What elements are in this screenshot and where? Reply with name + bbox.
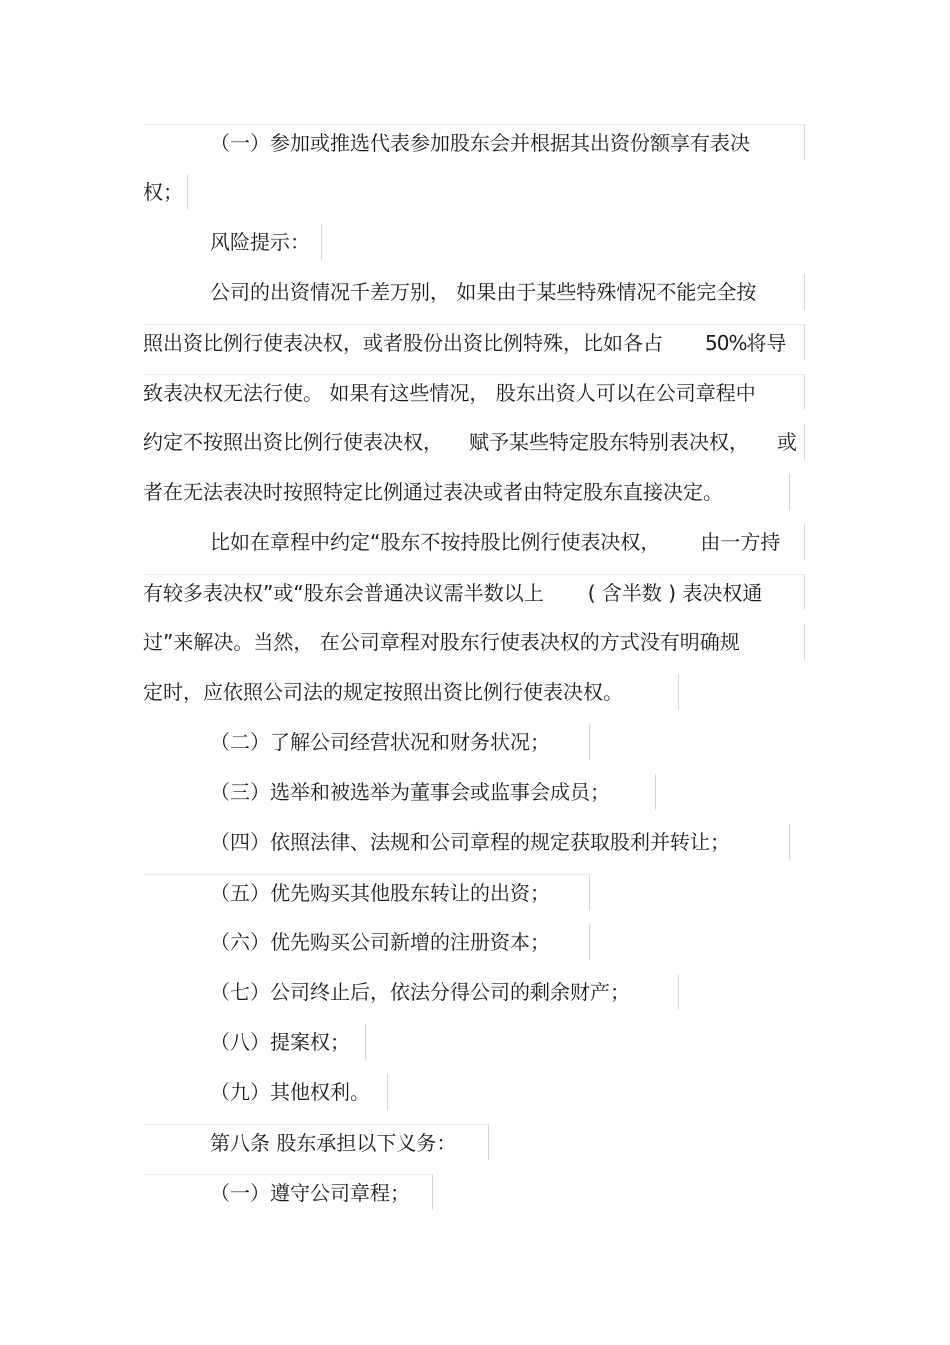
- line-text: 比如在章程中约定“股东不按持股比例行使表决权，: [210, 530, 661, 554]
- line-text: 将导: [746, 331, 787, 355]
- example-paragraph-line: [143, 524, 805, 560]
- line-text: 赋予某些特定股东特别表决权，: [469, 430, 749, 454]
- risk-paragraph-line: [143, 274, 805, 310]
- line-text: （七）公司终止后，依法分得公司的剩余财产；: [210, 980, 630, 1004]
- list-item-3: [143, 774, 656, 810]
- text-line-right-1-cont: [143, 174, 188, 210]
- list-item-8: [143, 1024, 366, 1060]
- risk-paragraph-line: [143, 374, 805, 410]
- risk-paragraph-line: [143, 424, 805, 460]
- line-text: 由一方持: [700, 530, 781, 554]
- line-text: ( 含半数 ) 表决权通: [587, 581, 763, 605]
- line-text: （四）依照法律、法规和公司章程的规定获取股利并转让；: [210, 830, 730, 854]
- line-text: （六）优先购买公司新增的注册资本；: [210, 930, 550, 954]
- list-item-5: [143, 874, 590, 910]
- line-text: 有较多表决权”或“股东会普通决议需半数以上: [143, 581, 544, 605]
- text-line-right-1: [143, 124, 805, 160]
- risk-paragraph-line: [143, 474, 790, 510]
- line-text: 约定不按照出资比例行使表决权，: [143, 430, 443, 454]
- list-item-2: [143, 724, 590, 760]
- example-paragraph-line: [143, 574, 805, 610]
- line-text: 定时，应依照公司法的规定按照出资比例行使表决权。: [143, 680, 623, 704]
- line-text: 致表决权无法行使。 如果有这些情况， 股东出资人可以在公司章程中: [143, 381, 756, 405]
- line-text: 者在无法表决时按照特定比例通过表决或者由特定股东直接决定。: [143, 480, 723, 504]
- line-text: 第八条 股东承担以下义务：: [210, 1131, 457, 1155]
- example-paragraph-line: [143, 624, 805, 660]
- line-text: （一）遵守公司章程；: [210, 1181, 410, 1205]
- line-text: 公司的出资情况千差万别， 如果由于某些特殊情况不能完全按: [210, 280, 757, 304]
- percent-text: 50%: [705, 331, 747, 355]
- line-text: 照出资比例行使表决权，或者股份出资比例特殊，比如各占: [143, 331, 663, 355]
- list-item-6: [143, 924, 590, 960]
- line-text: 过”来解决。当然， 在公司章程对股东行使表决权的方式没有明确规: [143, 630, 740, 654]
- example-paragraph-line: [143, 674, 679, 710]
- line-text: （九）其他权利。: [210, 1080, 370, 1104]
- line-text: （二）了解公司经营状况和财务状况；: [210, 730, 550, 754]
- risk-paragraph-line: [143, 324, 805, 360]
- line-text: 风险提示：: [210, 230, 310, 254]
- line-text: （五）优先购买其他股东转让的出资；: [210, 881, 550, 905]
- line-text: 权；: [143, 180, 183, 204]
- article-8-heading: [143, 1124, 489, 1160]
- list-item-4: [143, 824, 790, 860]
- line-text: 或: [777, 430, 797, 454]
- line-text: （一）参加或推选代表参加股东会并根据其出资份额享有表决: [210, 131, 750, 155]
- line-text: （八）提案权；: [210, 1030, 350, 1054]
- list-item-7: [143, 974, 679, 1010]
- line-text: （三）选举和被选举为董事会或监事会成员；: [210, 780, 610, 804]
- list-item-9: [143, 1074, 388, 1110]
- risk-heading: [143, 224, 322, 260]
- obligation-item-1: [143, 1174, 433, 1210]
